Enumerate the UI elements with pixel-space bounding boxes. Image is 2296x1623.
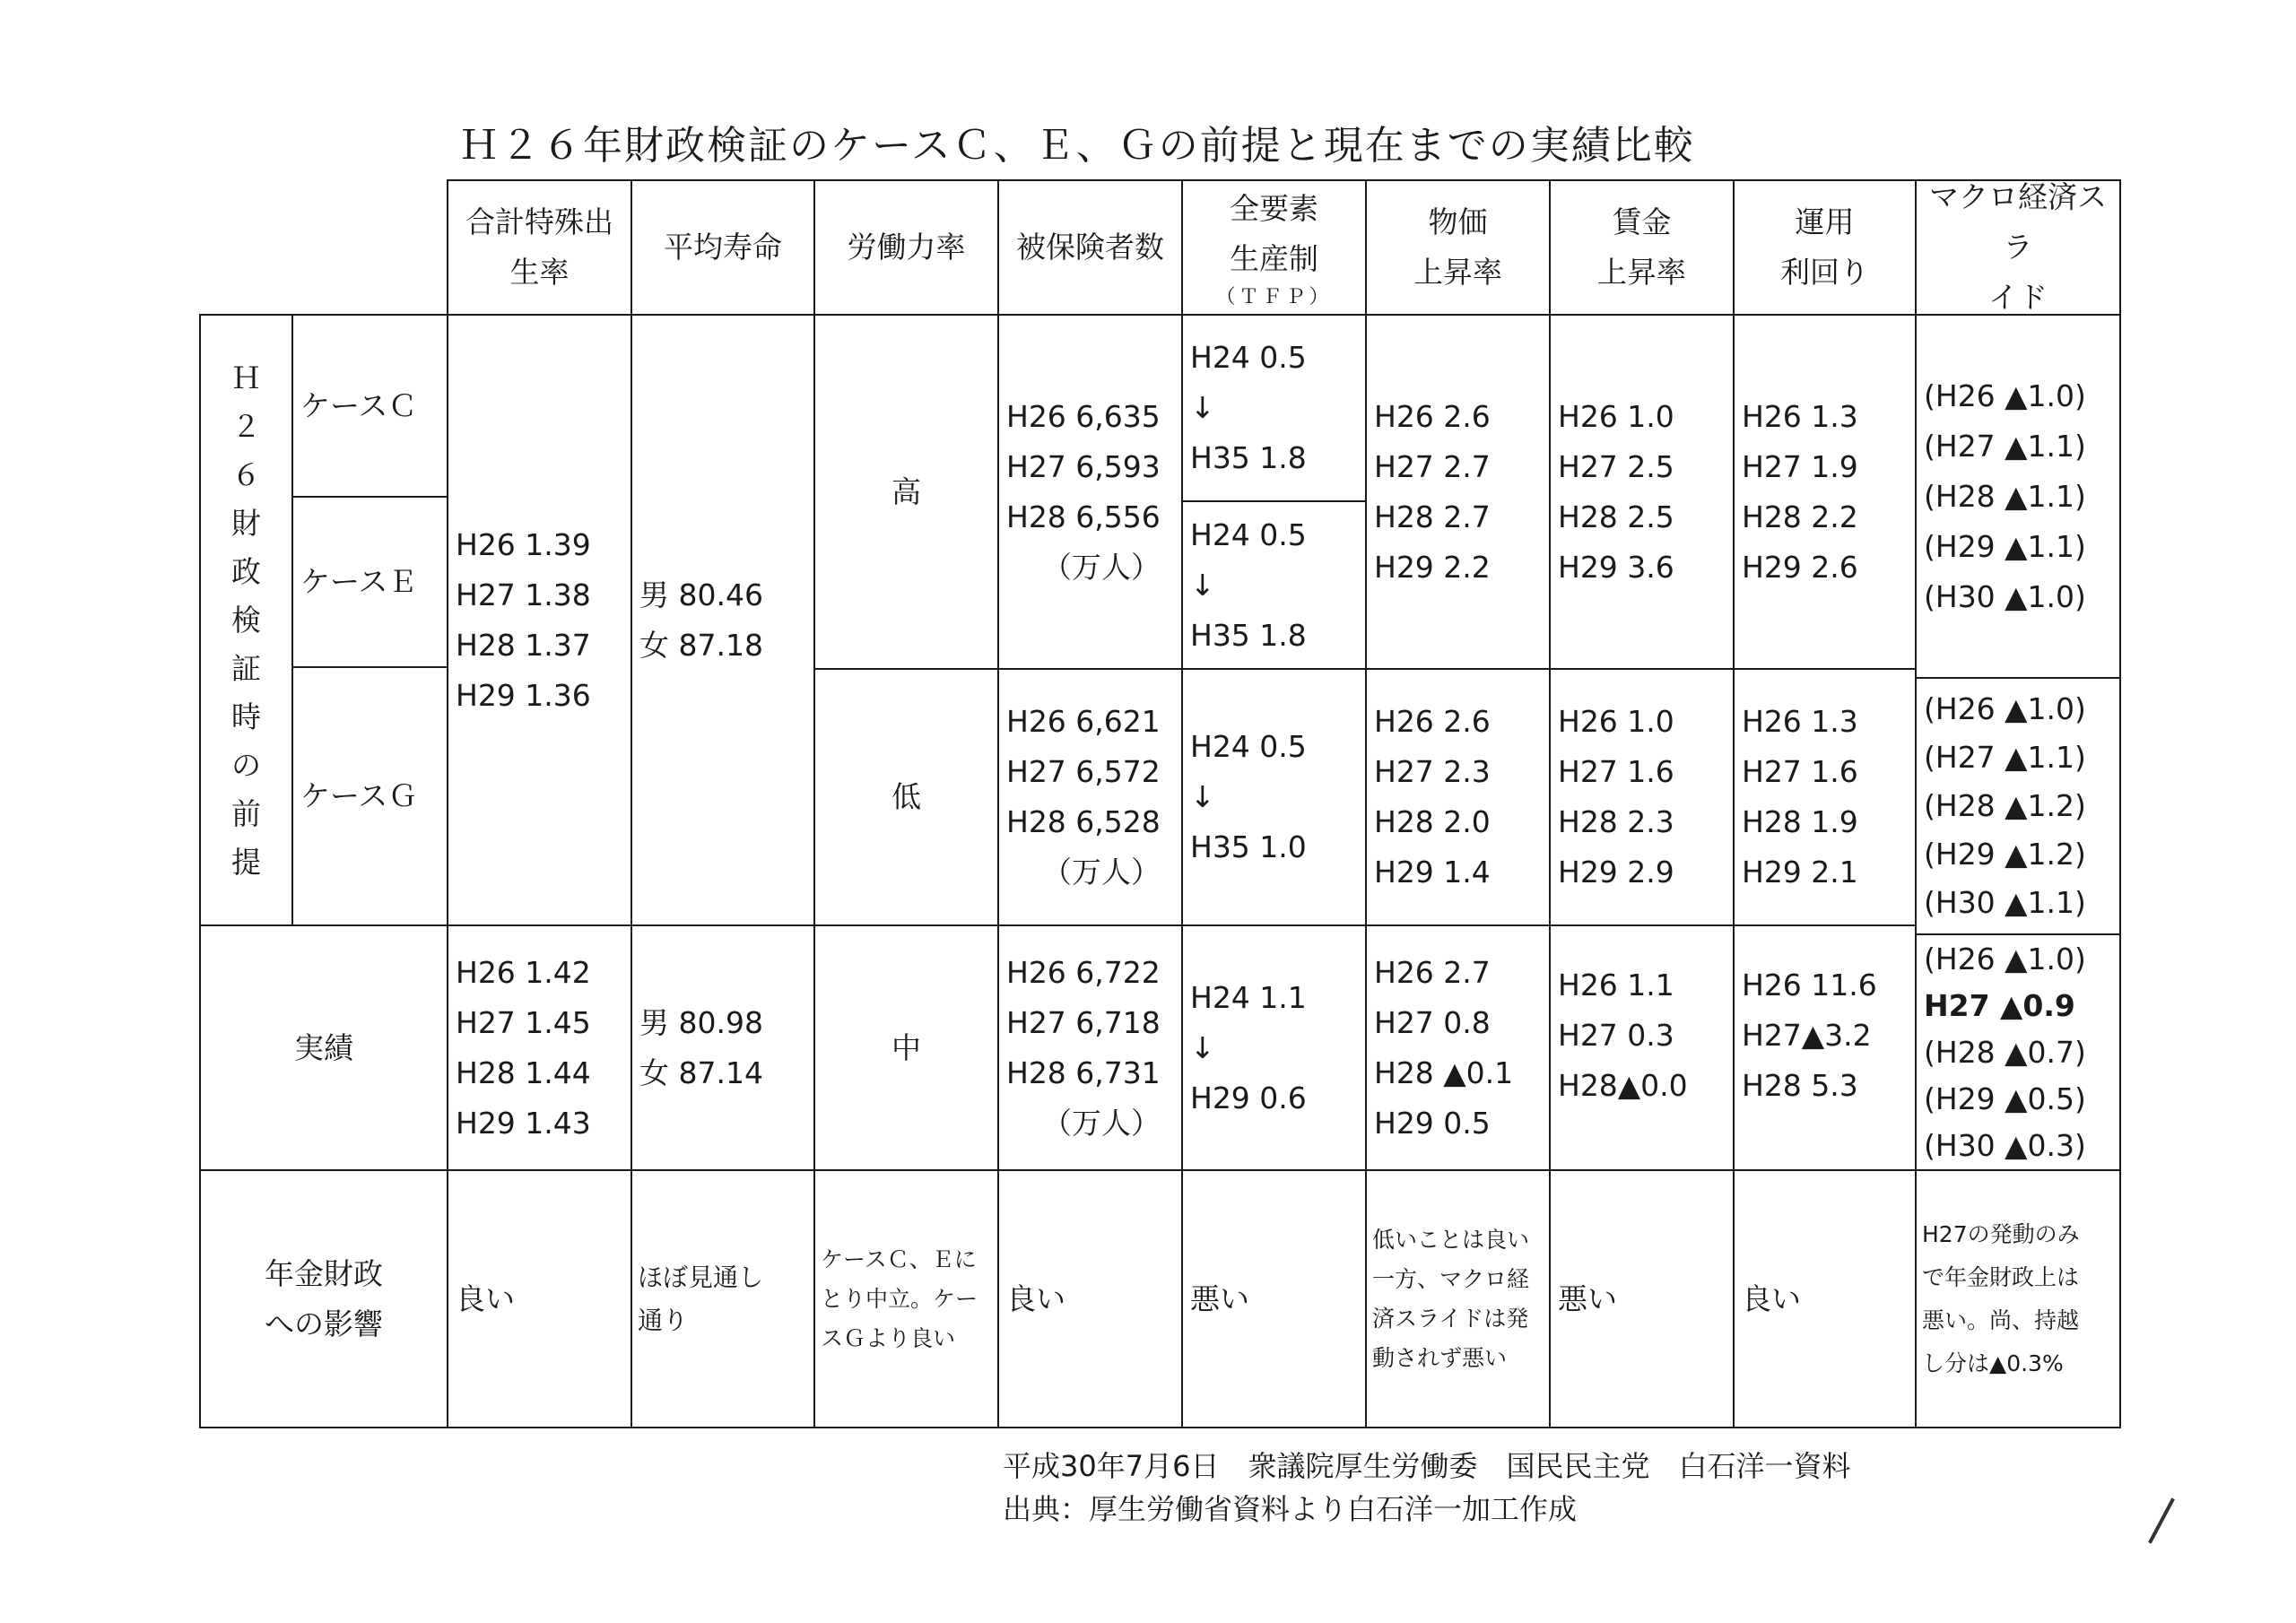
row-label-text: 年金財政 [265, 1255, 383, 1291]
value-text: H26 2.6 [1374, 398, 1491, 434]
value-text: H29 1.43 [456, 1105, 591, 1141]
value-text: 良い [456, 1280, 515, 1316]
value-text: 低いことは良い [1372, 1226, 1530, 1253]
value-text: し分は▲0.3% [1922, 1350, 2064, 1376]
value-text: H35 1.0 [1190, 829, 1307, 864]
value-text: H28 6,528 [1006, 804, 1161, 839]
header-macro-slide [1915, 179, 2121, 316]
header-text: 全要素 [1230, 191, 1318, 226]
value-text: H28 2.7 [1374, 499, 1491, 534]
value-text: H27 6,593 [1006, 448, 1161, 484]
header-fertility [447, 179, 632, 316]
header-text: 運用 [1795, 204, 1855, 239]
value-text: （万人） [1042, 1105, 1161, 1141]
assumption-fertility [447, 314, 632, 926]
row-label-text: への影響 [265, 1306, 383, 1341]
value-text: (H28 ▲1.1) [1924, 478, 2086, 514]
value-text: H26 6,621 [1006, 704, 1161, 739]
header-text: 生率 [509, 255, 570, 290]
value-text: H27 1.6 [1742, 754, 1858, 789]
assumption-life [631, 314, 815, 926]
value-text: H28 ▲0.1 [1374, 1055, 1514, 1090]
value-text: H24 0.5 [1190, 340, 1307, 375]
effect-tfp [1181, 1169, 1367, 1428]
value-text: H26 11.6 [1742, 968, 1877, 1002]
effect-price [1365, 1169, 1551, 1428]
value-text: ↓ [1190, 390, 1215, 425]
value-text: 悪い [1558, 1280, 1617, 1316]
pen-mark [2148, 1497, 2175, 1543]
value-text: H27 1.9 [1742, 448, 1858, 484]
value-text: 男 80.98 [639, 1004, 763, 1040]
value-text: ↓ [1190, 567, 1215, 603]
value-text: H27 2.5 [1558, 448, 1674, 484]
value-text: H27▲3.2 [1742, 1018, 1872, 1053]
value-text: 女 87.14 [639, 1055, 763, 1090]
case-e-label [291, 496, 448, 668]
value-text: H24 0.5 [1190, 729, 1307, 764]
value-text: H26 6,722 [1006, 954, 1161, 990]
value-text: (H27 ▲1.1) [1924, 740, 2086, 775]
label-char: の [231, 747, 261, 783]
value-text: (H26 ▲1.0) [1924, 691, 2086, 726]
header-text: 平均寿命 [664, 230, 782, 265]
value-text: H26 1.0 [1558, 398, 1674, 434]
assumption-insured-high [997, 314, 1183, 670]
value-text: 高 [891, 473, 921, 509]
row-label-text: 実績 [294, 1029, 353, 1065]
assumption-investment-low [1733, 668, 1917, 926]
value-text: 良い [1742, 1280, 1801, 1316]
effect-life [631, 1169, 815, 1428]
label-char: ６ [231, 456, 261, 492]
value-text: H26 2.7 [1374, 954, 1491, 990]
effect-macro [1915, 1169, 2121, 1428]
assumption-labor-high [813, 314, 999, 670]
header-text: 上昇率 [1413, 255, 1502, 290]
value-text: H29 1.36 [456, 677, 591, 713]
label-char: 検 [231, 602, 261, 638]
value-text: H29 2.6 [1742, 549, 1858, 585]
value-text: H29 2.1 [1742, 855, 1858, 890]
header-wage [1549, 179, 1735, 316]
assumption-price-low [1365, 668, 1551, 926]
assumption-macro-high [1915, 314, 2121, 679]
value-text: 女 87.18 [639, 627, 763, 663]
assumption-price-high [1365, 314, 1551, 670]
header-text: 利回り [1780, 255, 1869, 290]
value-text: H27 1.6 [1558, 754, 1674, 789]
effect-fertility [447, 1169, 632, 1428]
header-text: 被保険者数 [1016, 230, 1164, 265]
value-text: H29 2.9 [1558, 855, 1674, 890]
header-text: 生産制 [1230, 241, 1318, 276]
value-text: 中 [891, 1029, 921, 1065]
value-text: H35 1.8 [1190, 617, 1307, 653]
value-text: で年金財政上は [1922, 1263, 2080, 1290]
actual-fertility [447, 924, 632, 1171]
assumption-wage-low [1549, 668, 1735, 926]
header-price [1365, 179, 1551, 316]
value-text: H27 0.3 [1558, 1018, 1674, 1053]
value-text: （万人） [1042, 549, 1161, 585]
value-text: (H30 ▲1.1) [1924, 885, 2086, 920]
value-text: 済スライドは発 [1372, 1305, 1529, 1332]
value-text: H28 2.5 [1558, 499, 1674, 534]
assumption-tfp-c [1181, 314, 1367, 502]
value-text: H29 3.6 [1558, 549, 1674, 585]
value-text: H24 1.1 [1190, 979, 1307, 1015]
value-text: H26 6,635 [1006, 398, 1161, 434]
header-text: 賃金 [1612, 204, 1672, 239]
value-text: H26 1.42 [456, 954, 591, 990]
value-text: (H30 ▲1.0) [1924, 578, 2086, 614]
case-label-text: ケースＥ [300, 564, 418, 599]
assumption-insured-low [997, 668, 1183, 926]
value-text: 悪い。尚、持越 [1922, 1306, 2080, 1333]
value-text: H27の発動のみ [1922, 1220, 2080, 1247]
value-text: H35 1.8 [1190, 440, 1307, 475]
actual-macro [1915, 933, 2121, 1171]
header-life-expectancy [631, 179, 815, 316]
value-text: H27 1.38 [456, 577, 591, 612]
value-text: （万人） [1042, 855, 1161, 890]
label-char: 時 [231, 699, 261, 734]
actual-wage [1549, 924, 1735, 1171]
effect-insured [997, 1169, 1183, 1428]
assumption-wage-high [1549, 314, 1735, 670]
assumption-tfp-g [1181, 668, 1367, 926]
assumption-macro-low [1915, 677, 2121, 935]
actual-labor [813, 924, 999, 1171]
header-text: イド [1988, 280, 2048, 315]
value-text: 良い [1006, 1280, 1065, 1316]
value-text: H29 0.6 [1190, 1080, 1307, 1115]
value-text: H28 5.3 [1742, 1068, 1858, 1103]
value-text: とり中立。ケー [821, 1285, 978, 1312]
value-text: H26 1.3 [1742, 704, 1858, 739]
value-text: (H29 ▲1.2) [1924, 837, 2086, 872]
value-text: 通り [638, 1305, 689, 1335]
value-text: (H28 ▲1.2) [1924, 788, 2086, 823]
value-text: H29 0.5 [1374, 1105, 1491, 1141]
label-char: Ｈ [231, 360, 261, 395]
assumption-investment-high [1733, 314, 1917, 670]
header-text: 労働力率 [847, 230, 966, 265]
value-text: H28 1.9 [1742, 804, 1858, 839]
assumption-group-label [199, 314, 293, 926]
value-text: H27 1.45 [456, 1004, 591, 1040]
actual-life [631, 924, 815, 1171]
value-text: スＧより良い [821, 1324, 956, 1351]
value-text: ほぼ見通し [638, 1262, 764, 1292]
value-text: H26 2.6 [1374, 704, 1491, 739]
effect-labor [813, 1169, 999, 1428]
value-text: (H29 ▲1.1) [1924, 528, 2086, 564]
value-text: H24 0.5 [1190, 516, 1307, 552]
actual-investment [1733, 924, 1917, 1171]
value-text: H28▲0.0 [1558, 1068, 1688, 1103]
actual-price [1365, 924, 1551, 1171]
footer-source-credit: 出典：厚生労働省資料より白石洋一加工作成 [1003, 1492, 1578, 1526]
value-text: H28 2.2 [1742, 499, 1858, 534]
footer-source-date: 平成30年7月6日 衆議院厚生労働委 国民民主党 白石洋一資料 [1003, 1449, 1851, 1483]
effect-wage [1549, 1169, 1735, 1428]
value-text: (H28 ▲0.7) [1924, 1034, 2086, 1070]
case-c-label [291, 314, 448, 498]
header-text: 物価 [1428, 204, 1488, 239]
value-text: H26 1.0 [1558, 704, 1674, 739]
value-text: H26 1.1 [1558, 968, 1674, 1002]
assumption-tfp-e [1181, 500, 1367, 670]
value-text: H27 6,572 [1006, 754, 1161, 789]
value-text: 一方、マクロ経 [1372, 1265, 1530, 1292]
value-text: H28 2.0 [1374, 804, 1491, 839]
value-text: (H27 ▲1.1) [1924, 428, 2086, 464]
value-text: H29 1.4 [1374, 855, 1491, 890]
header-text: （ＴＦＰ） [1215, 286, 1333, 308]
value-text: (H26 ▲1.0) [1924, 941, 2086, 976]
page-title: Ｈ２６年財政検証のケースＣ、Ｅ、Ｇの前提と現在までの実績比較 [459, 123, 1695, 169]
effect-label [199, 1169, 448, 1428]
value-text: ケースＣ、Ｅに [821, 1245, 977, 1272]
label-char: 財 [231, 505, 261, 541]
value-text: 動されず悪い [1372, 1344, 1508, 1371]
header-text: 上昇率 [1597, 255, 1686, 290]
case-label-text: ケースＣ [300, 387, 418, 423]
case-label-text: ケースＧ [300, 778, 418, 813]
actual-tfp [1181, 924, 1367, 1171]
value-text: H28 6,731 [1006, 1055, 1161, 1090]
value-text: H27 0.8 [1374, 1004, 1491, 1040]
label-char: 政 [231, 553, 261, 589]
value-text: H26 1.39 [456, 526, 591, 562]
value-text: H29 2.2 [1374, 549, 1491, 585]
value-text: H28 6,556 [1006, 499, 1161, 534]
value-text: 悪い [1190, 1280, 1249, 1316]
header-text: マクロ経済スラ [1929, 179, 2107, 265]
value-text: H27 2.3 [1374, 754, 1491, 789]
label-char: 証 [231, 650, 261, 686]
value-text: 男 80.46 [639, 577, 763, 612]
value-text: (H26 ▲1.0) [1924, 378, 2086, 413]
value-text: H27 6,718 [1006, 1004, 1161, 1040]
actual-insured [997, 924, 1183, 1171]
header-investment [1733, 179, 1917, 316]
header-text: 合計特殊出 [465, 204, 613, 239]
label-char: 提 [231, 844, 261, 880]
value-text: (H30 ▲0.3) [1924, 1127, 2086, 1163]
case-g-label [291, 666, 448, 926]
label-char: ２ [231, 408, 261, 444]
value-text: H28 2.3 [1558, 804, 1674, 839]
assumption-labor-low [813, 668, 999, 926]
value-text-highlight: H27 ▲0.9 [1924, 987, 2075, 1023]
actual-label [199, 924, 448, 1171]
effect-investment [1733, 1169, 1917, 1428]
value-text: (H29 ▲0.5) [1924, 1081, 2086, 1116]
header-labor-rate [813, 179, 999, 316]
value-text: ↓ [1190, 1029, 1215, 1065]
value-text: H26 1.3 [1742, 398, 1858, 434]
value-text: H27 2.7 [1374, 448, 1491, 484]
label-char: 前 [231, 795, 261, 831]
header-tfp [1181, 179, 1367, 316]
header-insured [997, 179, 1183, 316]
value-text: 低 [891, 779, 921, 814]
value-text: H28 1.37 [456, 627, 591, 663]
value-text: H28 1.44 [456, 1055, 591, 1090]
value-text: ↓ [1190, 779, 1215, 814]
